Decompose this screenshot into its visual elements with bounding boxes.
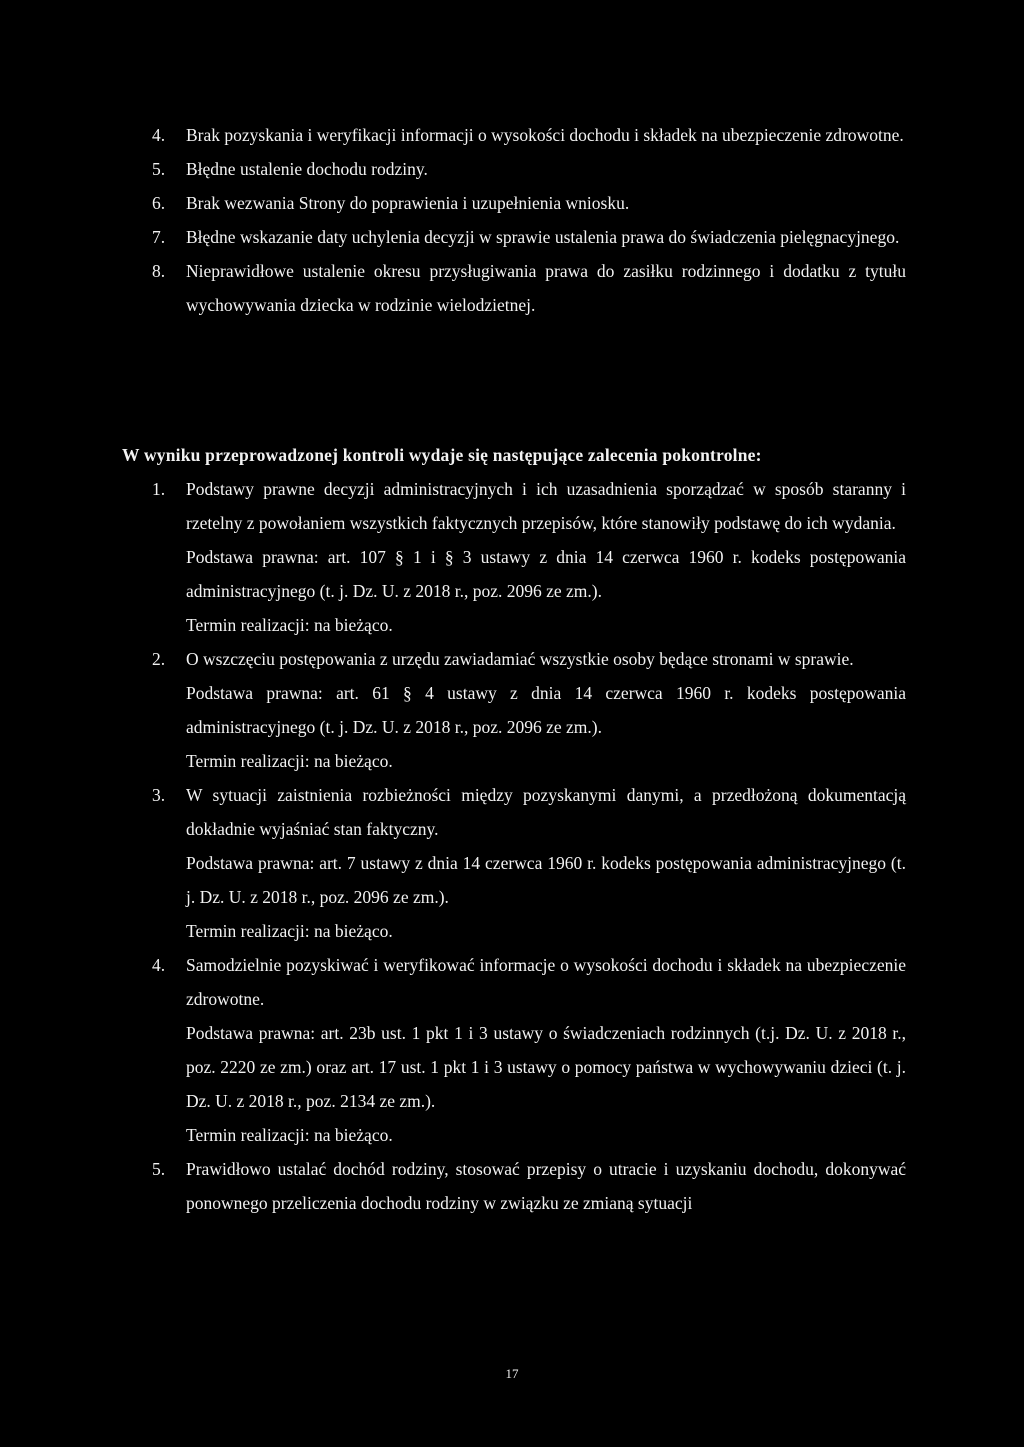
finding-number: 8. [152, 261, 166, 281]
deadline: Termin realizacji: na bieżąco. [186, 751, 393, 771]
recommendation-item [152, 778, 906, 948]
finding-item [152, 254, 906, 322]
deadline: Termin realizacji: na bieżąco. [186, 921, 393, 941]
recommendation-text: Samodzielnie pozyskiwać i weryfikować informacje o wysokości dochodu i składek na ubezpieczenie zdrowotne. [186, 955, 906, 1009]
finding-text: Błędne ustalenie dochodu rodziny. [186, 159, 428, 179]
finding-item [152, 118, 906, 152]
recommendation-text: Podstawy prawne decyzji administracyjnych i ich uzasadnienia sporządzać w sposób staranny i rzetelny z powołaniem wszystkich faktycznych przepisów, które stanowiły podstawę do ich wydania. [186, 479, 906, 533]
recommendation-number: 1. [152, 479, 166, 499]
finding-text: Brak pozyskania i weryfikacji informacji o wysokości dochodu i składek na ubezpieczenie zdrowotne. [186, 125, 904, 145]
recommendation-number: 3. [152, 785, 166, 805]
recommendation-item [152, 642, 906, 778]
recommendation-number: 5. [152, 1159, 166, 1179]
page-number: 17 [505, 1366, 519, 1381]
deadline: Termin realizacji: na bieżąco. [186, 615, 393, 635]
recommendation-item [152, 472, 906, 642]
deadline: Termin realizacji: na bieżąco. [186, 1125, 393, 1145]
recommendation-number: 2. [152, 649, 166, 669]
finding-text: Nieprawidłowe ustalenie okresu przysługiwania prawa do zasiłku rodzinnego i dodatku z tytułu wychowywania dziecka w rodzinie wielodzietnej. [186, 261, 906, 315]
finding-number: 7. [152, 227, 166, 247]
legal-basis: Podstawa prawna: art. 107 § 1 i § 3 ustawy z dnia 14 czerwca 1960 r. kodeks postępowania administracyjnego (t. j. Dz. U. z 2018 r., poz. 2096 ze zm.). [186, 547, 906, 601]
finding-text: Brak wezwania Strony do poprawienia i uzupełnienia wniosku. [186, 193, 630, 213]
recommendation-text: W sytuacji zaistnienia rozbieżności między pozyskanymi danymi, a przedłożoną dokumentacją dokładnie wyjaśniać stan faktyczny. [186, 785, 906, 839]
legal-basis: Podstawa prawna: art. 7 ustawy z dnia 14 czerwca 1960 r. kodeks postępowania administracyjnego (t. j. Dz. U. z 2018 r., poz. 2096 ze zm.). [186, 853, 906, 907]
recommendations-heading: W wyniku przeprowadzonej kontroli wydaje się następujące zalecenia pokontrolne: [122, 445, 762, 465]
legal-basis: Podstawa prawna: art. 61 § 4 ustawy z dnia 14 czerwca 1960 r. kodeks postępowania administracyjnego (t. j. Dz. U. z 2018 r., poz. 2096 ze zm.). [186, 683, 906, 737]
finding-item [152, 186, 906, 220]
finding-number: 6. [152, 193, 166, 213]
recommendations-list [152, 472, 906, 1220]
legal-basis: Podstawa prawna: art. 23b ust. 1 pkt 1 i 3 ustawy o świadczeniach rodzinnych (t.j. Dz. U. z 2018 r., poz. 2220 ze zm.) oraz art. 17 ust. 1 pkt 1 i 3 ustawy o pomocy państwa w wychowywaniu dzieci (t. j. Dz. U. z 2018 r., poz. 2134 ze zm.). [186, 1023, 906, 1111]
finding-number: 4. [152, 125, 166, 145]
finding-item [152, 152, 906, 186]
finding-item [152, 220, 906, 254]
recommendation-number: 4. [152, 955, 166, 975]
findings-list [152, 118, 906, 322]
recommendation-item [152, 948, 906, 1152]
recommendation-text: O wszczęciu postępowania z urzędu zawiadamiać wszystkie osoby będące stronami w sprawie. [186, 649, 854, 669]
finding-number: 5. [152, 159, 166, 179]
finding-text: Błędne wskazanie daty uchylenia decyzji w sprawie ustalenia prawa do świadczenia pielęgnacyjnego. [186, 227, 900, 247]
recommendation-text: Prawidłowo ustalać dochód rodziny, stosować przepisy o utracie i uzyskaniu dochodu, dokonywać ponownego przeliczenia dochodu rodziny w związku ze zmianą sytuacji [186, 1159, 906, 1213]
recommendation-item [152, 1152, 906, 1220]
